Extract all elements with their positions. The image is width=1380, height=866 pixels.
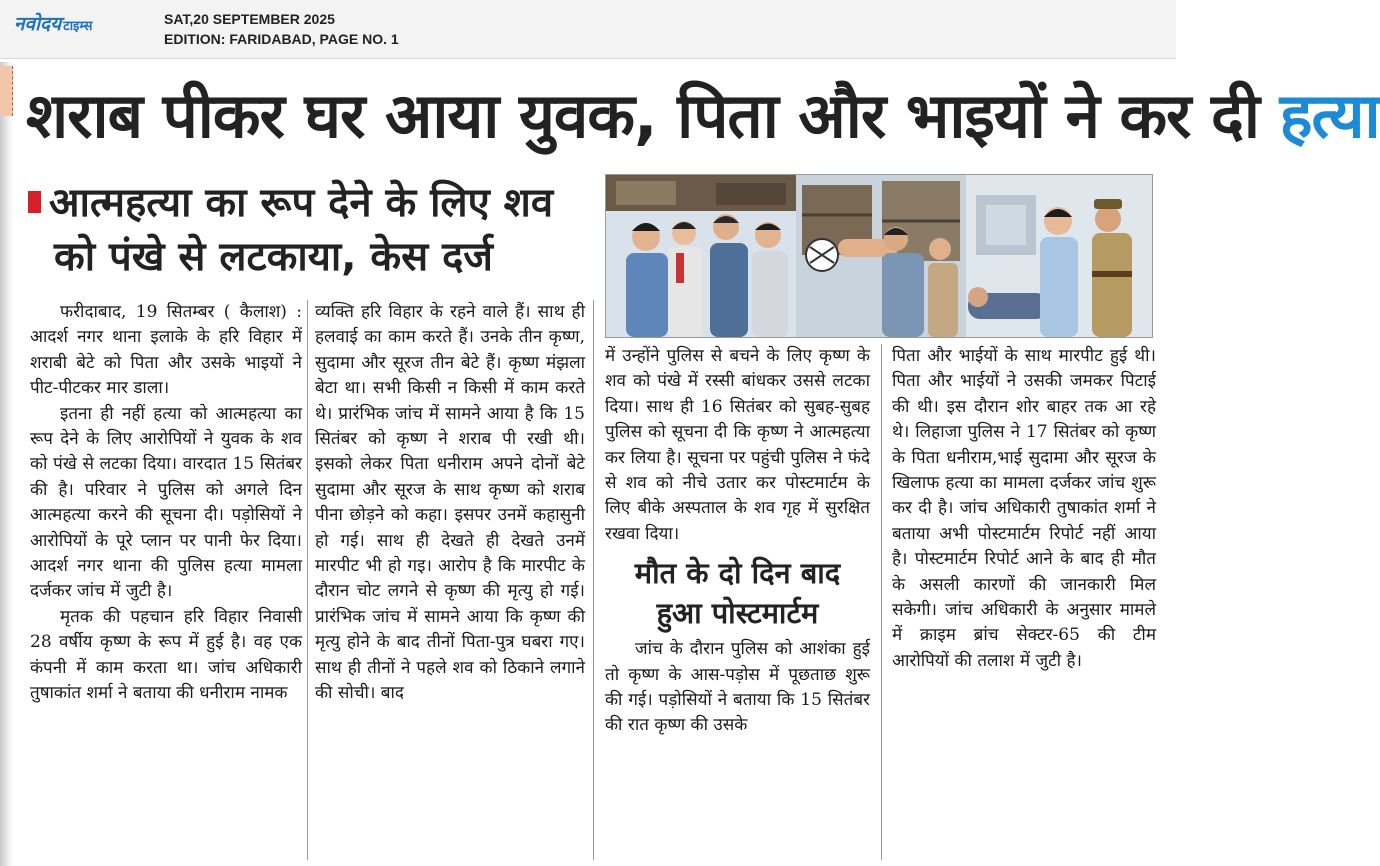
box-heading-line-2: हुआ पोस्टमार्टम <box>656 596 819 631</box>
box-heading-line-1: मौत के दो दिन बाद <box>634 556 841 591</box>
date-line: SAT,20 SEPTEMBER 2025 <box>164 11 335 27</box>
paragraph-3: मृतक की पहचान हरि विहार निवासी 28 वर्षीय कृष्ण के रूप में हुई है। वह एक कंपनी में काम करता था। जांच अधिकारी तुषाकांत शर्मा ने बताया की धनीराम नामक <box>30 606 302 704</box>
paragraph-5: में उन्होंने पुलिस से बचने के लिए कृष्ण के शव को पंखे में रस्सी बांधकर उससे लटका दिया। साथ ही 16 सितंबर को सुबह-सुबह पुलिस को सूचना दी कि कृष्ण ने आत्महत्या कर लिया है। सूचना पर पहुंची पुलिस ने फंदे से शव को नीचे उतार कर पोस्टमार्टम के लिए बीके अस्पताल के शव गृह में सुरक्षित रखवा दिया। <box>605 346 870 544</box>
subhead-line-1: आत्महत्या का रूप देने के लिए शव <box>49 180 554 226</box>
edition-line: EDITION: FARIDABAD, PAGE NO. 1 <box>164 31 399 47</box>
paragraph-7: पिता और भाईयों के साथ मारपीट हुई थी। पिता और भाईयों ने उसकी जमकर पिटाई की थी। इस दौरान शोर बाहर तक आ रहे थे। लिहाजा पुलिस ने 17 सितंबर को कृष्ण के पिता धनीराम,भाई सुदामा और सूरज के खिलाफ हत्या का मामला दर्जकर जांच शुरू कर दी है। जांच अधिकारी तुषाकांत शर्मा ने बताया अभी पोस्टमार्टम रिपोर्ट नहीं आया है। पोस्टमार्टम रिपोर्ट आने के बाद ही मौत के असली कारणों की जानकारी मिल सकेगी। जांच अधिकारी के अनुसार मामले में क्राइम ब्रांच सेक्टर-65 की टीम आरोपियों की तलाश में जुटी है। <box>892 346 1156 671</box>
subhead-line-2: को पंखे से लटकाया, केस दर्ज <box>54 234 493 280</box>
logo-main-text: नवोदय <box>14 13 62 35</box>
column-divider <box>307 300 308 860</box>
page-edge-tab <box>0 66 13 116</box>
headline-main: शराब पीकर घर आया युवक, पिता और भाइयों ने कर दी <box>26 79 1259 152</box>
masthead-bar <box>0 0 1176 59</box>
column-divider <box>881 344 882 860</box>
article-column-4 <box>892 344 1156 674</box>
paragraph-6: जांच के दौरान पुलिस को आशंका हुई तो कृष्ण के आस-पड़ोस में पूछताछ शुरू की गई। पड़ोसियों ने बताया कि 15 सितंबर की रात कृष्ण की उसके <box>605 639 870 736</box>
article-column-1 <box>30 300 302 707</box>
paragraph-2: इतना ही नहीं हत्या को आत्महत्या का रूप देने के लिए आरोपियों ने युवक के शव को पंखे से लटका दिया। वारदात 15 सितंबर की है। परिवार ने पुलिस को अगले दिन आत्महत्या करने की सूचना दी। पड़ोसियों ने आरोपियों के पूरे प्लान पर पानी फेर दिया। आदर्श नगर थाना की पुलिस हत्या मामला दर्जकर जांच में जुटी है। <box>30 403 302 602</box>
column-divider <box>593 300 594 860</box>
headline <box>26 72 1380 162</box>
bullet-square-icon <box>28 191 41 213</box>
crime-illustration <box>605 174 1153 338</box>
paragraph-4: व्यक्ति हरि विहार के रहने वाले हैं। साथ ही हलवाई का काम करते हैं। उनके तीन कृष्ण, सुदामा और सूरज तीन बेटे हैं। कृष्ण मंझला बेटा था। सभी किसी न किसी में काम करते थे। प्रारंभिक जांच में सामने आया है कि 15 सितंबर को कृष्ण ने शराब पी रखी थी। इसको लेकर पिता धनीराम अपने दोनों बेटे सुदामा और सूरज के साथ कृष्ण को शराब पीना छोड़ने को कहा। इसपर उनमें कहासुनी हो गई। साथ ही देखते ही देखते उनमें मारपीट भी हो गइ। आरोप है कि मारपीट के दौरान चोट लगने से कृष्ण की मृत्यु हो गई। प्रारंभिक जांच में सामने आया कि कृष्ण की मृत्यु होने के बाद तीनों पिता-पुत्र घबरा गए। साथ ही तीनों ने पहले शव को ठिकाने लगाने की सोची। बाद <box>315 302 585 704</box>
edition-info <box>164 9 399 49</box>
paragraph-1: फरीदाबाद, 19 सितम्बर ( कैलाश) : आदर्श नगर थाना इलाके के हरि विहार में शराबी बेटे को पिता और उसके भाइयों ने पीट-पीटकर मार डाला। <box>30 302 302 399</box>
logo-sub-text: टाइम्स <box>63 19 93 34</box>
illustration-image <box>606 175 1152 337</box>
headline-accent: हत्या <box>1279 79 1380 152</box>
subheadline <box>28 176 598 284</box>
box-heading <box>605 553 870 633</box>
article-column-2 <box>315 300 585 707</box>
newspaper-logo[interactable] <box>14 10 92 34</box>
page-edge <box>0 62 14 866</box>
article-column-3 <box>605 344 870 739</box>
